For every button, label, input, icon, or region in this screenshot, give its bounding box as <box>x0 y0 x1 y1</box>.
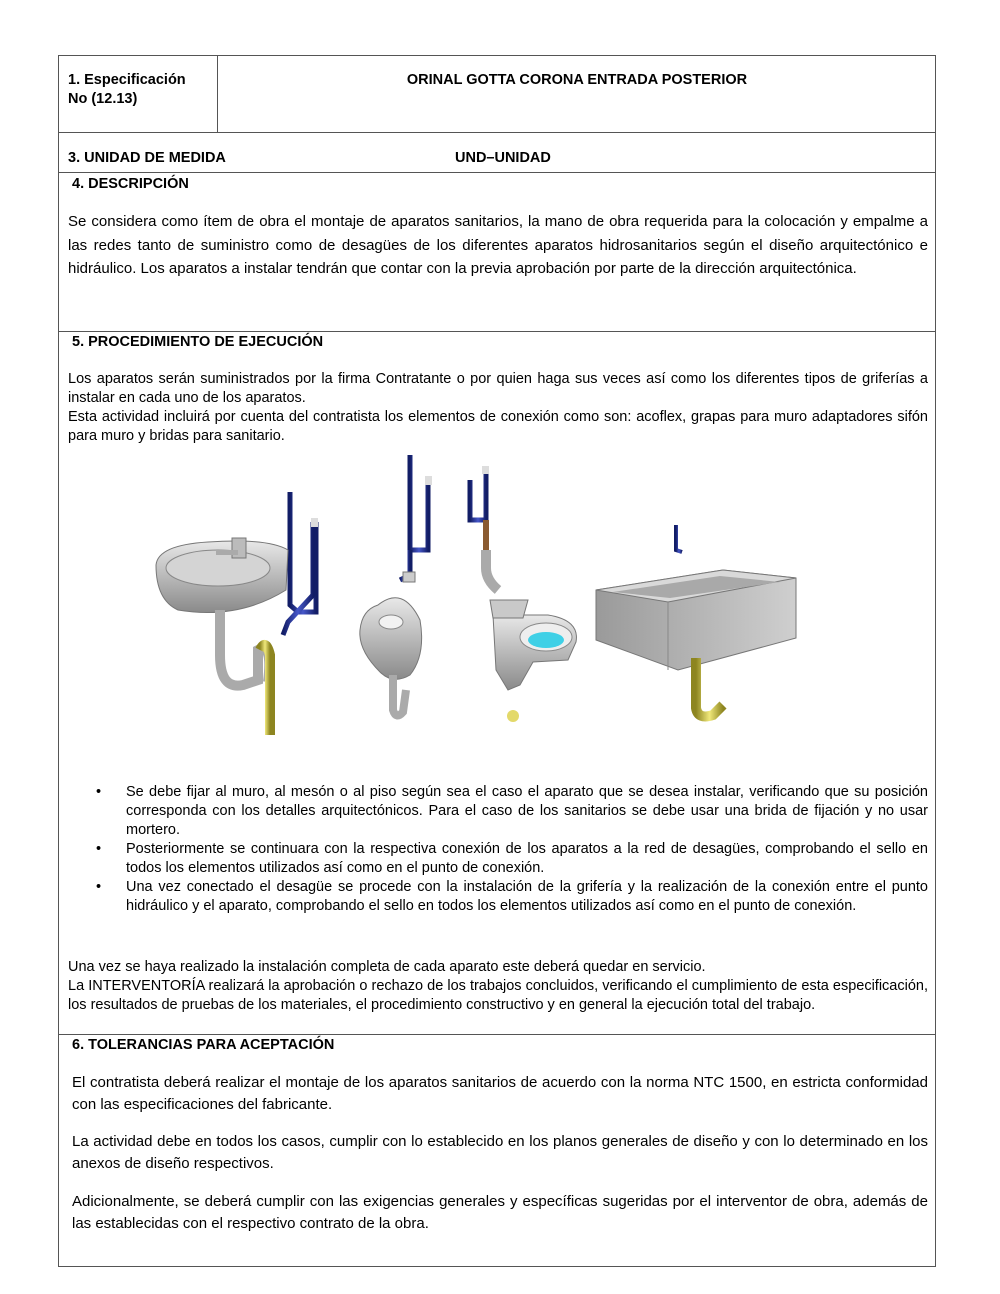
row-divider <box>58 1034 936 1035</box>
row-divider <box>58 331 936 332</box>
tolerances-heading: 6. TOLERANCIAS PARA ACEPTACIÓN <box>72 1037 335 1053</box>
list-item: • Posteriormente se continuara con la respectiva conexión de los aparatos a la red de desagües, comprobando el sello en todos los elementos utilizados así como en el punto de conexión. <box>96 841 928 876</box>
list-item: • Se debe fijar al muro, al mesón o al piso según sea el caso el aparato que se desea instalar, verificando que su posición corresponda con los detalles arquitectónicos. Para el caso de los sanitarios se debe usar una brida de fijación y no usar mortero. <box>96 784 928 838</box>
procedure-bullet-list <box>68 783 928 916</box>
unit-value: UND–UNIDAD <box>455 150 551 166</box>
procedure-closing <box>68 958 928 1015</box>
sanitary-fixtures-illustration <box>148 450 808 740</box>
spec-label: 1. Especificación <box>68 72 186 88</box>
tolerances-para-3: Adicionalmente, se deberá cumplir con las exigencias generales y específicas sugeridas por el interventor de obra, además de las establecidas con el respectivo contrato de la obra. <box>72 1193 928 1232</box>
list-item: • Una vez conectado el desagüe se procede con la instalación de la grifería y la realización de la conexión entre el punto hidráulico y el aparato, comprobando el sello en todos los elementos utilizados así como en el punto de conexión. <box>96 879 928 914</box>
description-heading: 4. DESCRIPCIÓN <box>72 176 189 192</box>
row-divider <box>58 172 936 173</box>
tolerances-para-1: El contratista deberá realizar el montaje de los aparatos sanitarios de acuerdo con la norma NTC 1500, en estricta conformidad con las especificaciones del fabricante. <box>72 1074 928 1113</box>
procedure-heading: 5. PROCEDIMIENTO DE EJECUCIÓN <box>72 334 324 350</box>
tolerances-para-2: La actividad debe en todos los casos, cumplir con lo establecido en los planos generales de diseño y con lo determinado en los anexos de diseño respectivos. <box>72 1133 928 1172</box>
urinal-icon <box>360 455 432 735</box>
procedure-closing-1: Una vez se haya realizado la instalación completa de cada aparato este deberá quedar en servicio. <box>68 959 706 975</box>
column-divider <box>217 55 218 132</box>
row-divider <box>58 132 936 133</box>
toilet-icon <box>470 466 576 735</box>
procedure-para-1: Los aparatos serán suministrados por la firma Contratante o por quien haga sus veces así como los diferentes tipos de griferías a instalar en cada uno de los aparatos. <box>68 371 928 406</box>
spec-code: No (12.13) <box>68 91 138 107</box>
bullet-icon: • <box>96 841 102 857</box>
procedure-para-2: Esta actividad incluirá por cuenta del contratista los elementos de conexión como son: acoflex, grapas para muro adaptadores sifón para muro y bridas para sanitario. <box>68 409 928 444</box>
procedure-paragraphs <box>68 370 928 446</box>
washbasin-icon <box>156 492 318 735</box>
description-text: Se considera como ítem de obra el montaje de aparatos sanitarios, la mano de obra requerida para la colocación y empalme a las redes tanto de suministro como de desagües de los diferentes aparatos hidrosanitarios según el diseño arquitectónico e hidráulico. Los aparatos a instalar tendrán que contar con la previa aprobación por parte de la dirección arquitectónica. <box>68 213 928 277</box>
unit-label: 3. UNIDAD DE MEDIDA <box>68 150 226 166</box>
procedure-closing-2: La INTERVENTORÍA realizará la aprobación o rechazo de los trabajos concluidos, verificando el cumplimiento de esta especificación, los resultados de pruebas de los materiales, el procedimiento constructivo y en general la ejecución total del trabajo. <box>68 978 928 1013</box>
bullet-icon: • <box>96 879 102 895</box>
spec-number <box>68 71 213 109</box>
spec-title: ORINAL GOTTA CORONA ENTRADA POSTERIOR <box>406 72 748 88</box>
bullet-icon: • <box>96 784 102 800</box>
bathtub-icon <box>596 525 796 716</box>
